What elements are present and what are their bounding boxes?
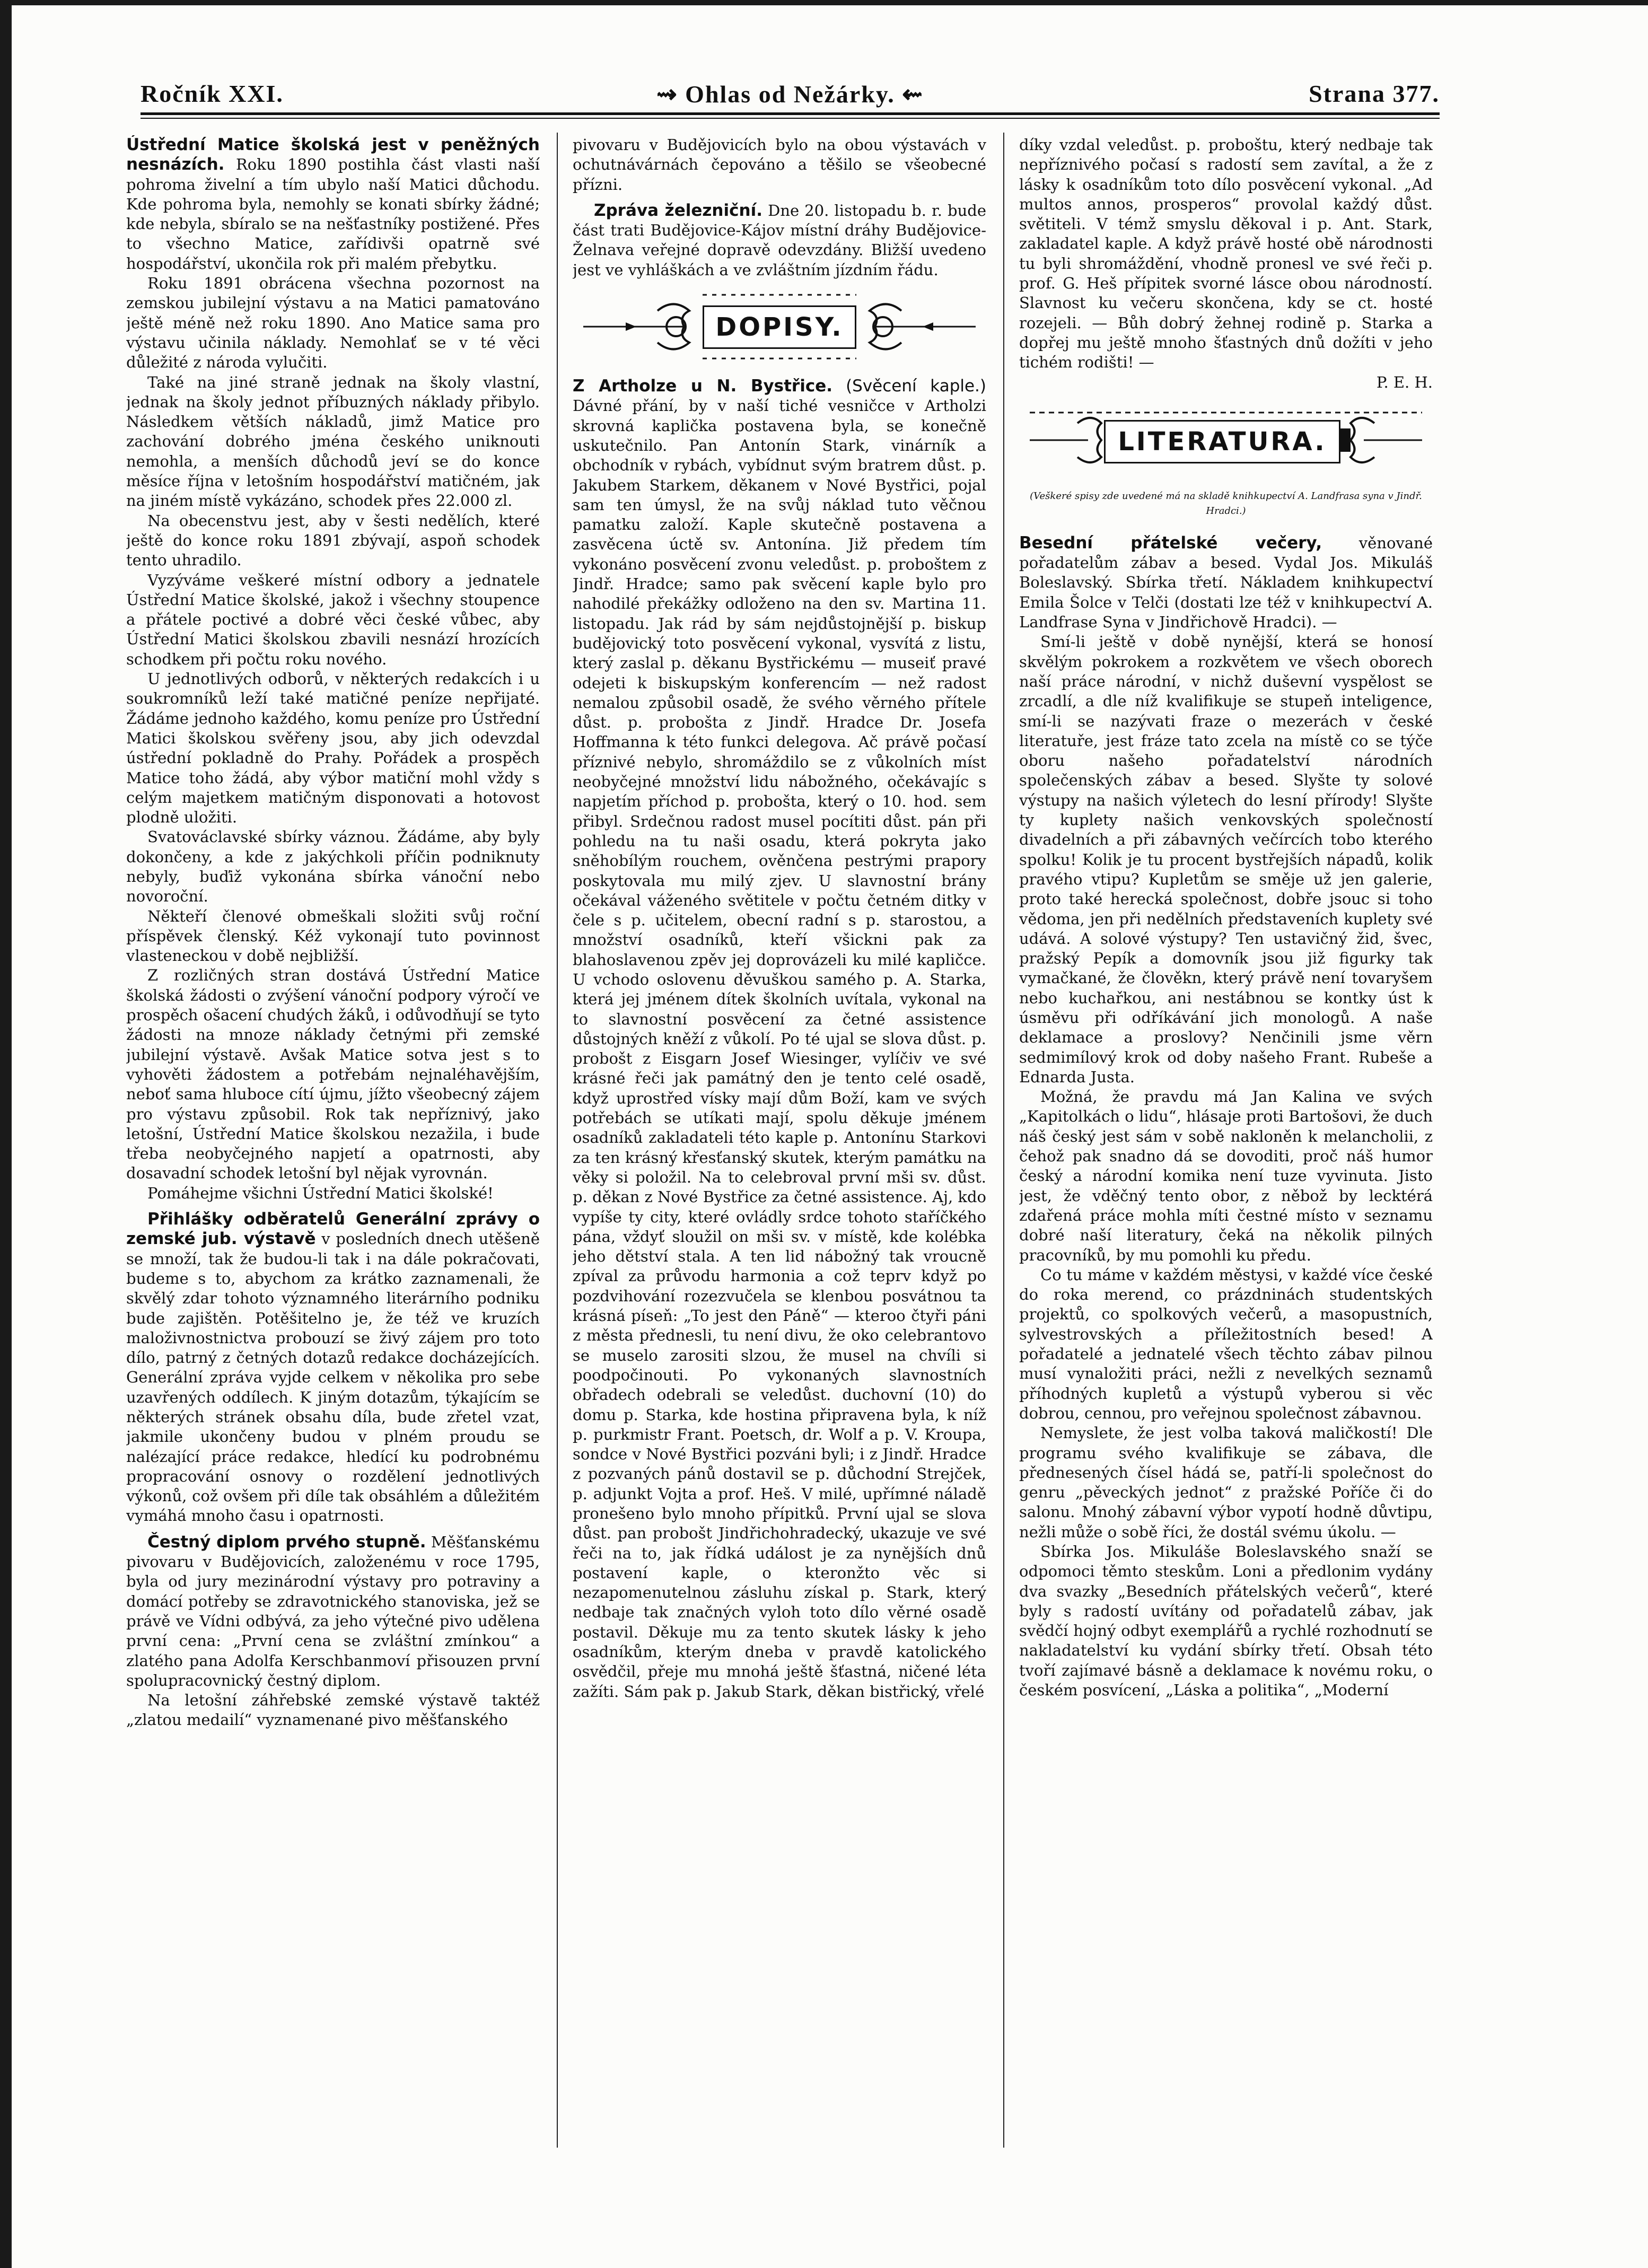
article-headline: Zpráva železniční. (594, 200, 762, 220)
article-paragraph: Roku 1891 obrácena všechna pozornost na zemskou jubilejní výstavu a na Matici pamatováno ještě méně než roku 1890. Ano Matice sama pro výstavu učinila náklady. Nemohlať se v té věci důležité z národa vylučiti. (126, 274, 540, 372)
volume-label: Ročník XXI. (141, 80, 284, 107)
article-paragraph: U jednotlivých odborů, v některých redakcích i u soukromníků leží také matičné peníze nepřijaté. Žádáme jednoho každého, komu peníze pro Ústřední Matici školskou svěřeny jsou, aby jich odevzdal ústřední pokladně do Prahy. Pořádek a prospěch Matice toho žádá, aby výbor matiční mohl vždy s celým majetkem matičným disponovati a hotovost plodně uložiti. (126, 670, 540, 827)
article-paragraph: Svatováclavské sbírky váznou. Žádáme, aby byly dokončeny, a kde z jakýchkoli příčin podniknuty nebyly, buďiž vykonána sbírka vánoční nebo novoroční. (126, 828, 540, 906)
article-paragraph: Z Artholze u N. Bystřice. (Svěcení kaple.) Dávné přání, by v naší tiché vesničce v Artholzi skrovná kaplička postavena byla, se konečně uskutečnilo. Pan Antonín Stark, vinárník a obchodník v rybách, vybídnut svým bratrem důst. p. Jakubem Starkem, děkanem v Nové Bystřici, pojal sam ten úmysl, že na svůj náklad tuto věčnou pamatku založí. Kaple skutečně postavena a zasvěcena úctě sv. Antonína. Již předem tím vykonáno posvěcení zvonu veledůst. p. proboštem z Jindř. Hradce; samo pak svěcení kaple bylo pro nahodilé překážky odloženo na den sv. Martina 11. listopadu. Jak rád by sám nejdůstojnější p. biskup budějovický toto posvěcení vykonal, vysvítá z listu, který zaslal p. děkanu Bystřickému — museiť pravé odejeti k biskupským konferencím — než radost nemalou způsobil osadě, že svého věrného přítele důst. p. probošta z Jindř. Hradce Dr. Josefa Hoffmanna k této funkci delegova. Ač právě počasí příznivé nebylo, shromáždilo se z vůkolních míst neobyčejné množství lidu nábožného, očekávajíc s napjetím příchod p. probošta, který o 10. hod. sem přibyl. Srdečnou radost musel pocítiti důst. pán při pohledu na tu naši osadu, která pokryta jako sněhobílým rouchem, ověnčena pestrými prapory poskytovala mu milý zjev. U slavnostní brány očekával váženého světitele v počtu četném ditky v čele s p. učitelem, obecní radní s p. starostou, a množství osadníků, kteří všickni pak za blahoslavenou zpěv jej doprovázeli ku milé kapličce. U vchodo oslovenu děvuškou samého p. A. Starka, která jej jménem dítek školních uvítala, vykonal na to slavnostní posvěcení za četné assistence důstojných kněží z vůkolí. Po té ujal se slova důst. p. probošt z Eisgarn Josef Wiesinger, vylíčiv ve své krásné řeči jak památný den je tento celé osadě, když uprostřed vísky mají dům Boží, kam ve svých potřebách se utíkati mají, spolu děkuje jménem osadníků zakladateli této kaple p. Antonínu Starkovi za ten krásný křesťanský skutek, kterým památku na věky si položil. Na to celebroval první mši sv. důst. p. děkan z Nové Bystřice za četné assistence. Aj, kdo vypíše ty city, které ovládly srdce tohoto staříčkého pána, vždyť sloužil on mši sv. v místě, kde kolébka jeho dětství stala. A ten lid nábožný tak vroucně zpíval za průvodu harmonia a což teprv když po pozdvihování rozezvučela se klenbou posvátnou ta krásná píseň: „To jest den Páně“ — kteroo čtyři páni z města přednesli, tu není divu, že oko celebrantovo se muselo zarositi slzou, že musel na chvíli si poodpočinouti. Po vykonaných slavnostních obřadech odebrali se veledůst. duchovní (10) do domu p. Starka, kde hostina připravena byla, k níž p. purkmistr Frant. Poetsch, dr. Wolf a p. V. Kroupa, sondce v Nové Bystřici pozváni byli; i z Jindř. Hradce z pozvaných pánů dostavil se p. důchodní Strejček, p. adjunkt Vojta a prof. Heš. V milé, upřímné náladě pronešeno bylo mnoho přípitků. První ujal se slova důst. pan probošt Jindřichohradecký, ukazuje ve své řeči na to, jak řídká událost je za nynějších dnů postavení kaple, o kteronžto věc si nezapomenutelnou zásluhu získal p. Stark, který nedbaje tak značných vyloh toto dílo věrné osadě postavil. Děkuje mu za tento skutek lásky k jeho osadníkům, kterým dneba v pravdě katolického osvědčil, přeje mu mnohá ještě šťastná, ničené léta zažíti. Sám pak p. Jakub Stark, děkan bistřický, vřelé (573, 376, 986, 1701)
scan-edge-left (0, 0, 12, 2268)
column-divider (557, 133, 558, 2148)
column-3 (1019, 135, 1433, 2177)
column-1 (126, 135, 540, 2177)
article-paragraph: Také na jiné straně jednak na školy vlastní, jednak na školy jednot příbuzných náklady přibylo. Následkem větších nákladů, jimž Matice pro zachování dobrého jména českého uniknouti nemohla, a menších důchodů jeví se do konce měsíce října v letošním hospodářství matičném, jak na jiném místě vykázáno, schodek přes 22.000 zl. (126, 373, 540, 510)
bookseller-note: (Veškeré spisy zde uvedené má na skladě knihkupectví A. Landfrasa syna v Jindř. Hradci.) (1030, 490, 1422, 516)
column-divider (1003, 133, 1004, 2148)
page-header (141, 80, 1440, 117)
article-paragraph: pivovaru v Budějovicích bylo na obou výstavách v ochutnávárnách čepováno a těšilo se všeobecné přízni. (573, 136, 986, 194)
article-paragraph: Co tu máme v každém městysi, v každé více české do roka merend, co prázdninách studentských projektů, co spolkových večerů, a masopustních, sylvestrovských a příležitostních besed! A pořadatelé a jednatelé všech těchto zábav pilnou musí vynaložiti práci, nežli z nevelkých seznamů příhodných kupletů a výstupů vyberou si věc dobrou, cennou, pro veřejnou společnost zábavnou. (1019, 1265, 1433, 1422)
article-paragraph: díky vzdal veledůst. p. proboštu, který nedbaje tak nepříznivého počasí s radostí sem zavítal, a že z lásky k osadníkům toto dílo posvěcení vykonal. „Ad multos annos, prosperos“ provolal každý důst. světiteli. V témž smyslu děkoval i p. Ant. Stark, zakladatel kaple. A když právě hosté obě národnosti tu byli shromáždění, vhodně pronesl ve své řeči p. prof. G. Heš přípitek svorné lásce obou národností. Slavnost ku večeru skončena, kdy se ct. hosté rozejeli. — Bůh dobrý žehnej rodině p. Starka a dopřej mu ještě mnoho šťastných dnů dožíti v jeho tichém rodišti! — (1019, 136, 1433, 372)
article-headline: Čestný diplom prvého stupně. (147, 1532, 426, 1552)
article-paragraph: Besední přátelské večery, věnované pořadatelům zábav a besed. Vydal Jos. Mikuláš Boleslavský. Sbírka třetí. Nákladem knihkupectví Emila Šolce v Telči (dostati lze též v knihkupectví A. Landfrase Syna v Jindřichově Hradci). — (1019, 533, 1433, 632)
section-title-literatura: LITERATURA. (1104, 420, 1340, 463)
scan-edge-top (0, 0, 1648, 5)
page-number: Strana 377. (1309, 80, 1440, 107)
article-headline: Besední přátelské večery, (1019, 533, 1322, 553)
article-paragraph: Z rozličných stran dostává Ústřední Matice školská žádosti o zvýšení vánoční podpory výročí ve prospěch ošacení chudých žáků, i odůvodňují se tyto žádosti na mnoze náklady četnými při zemské jubilejní výstavě. Avšak Matice sotva jest s to vyhověti žádostem a potřebám nejnaléhavějším, neboť sama hluboce cítí újmu, jížto všeobecný zájem pro výstavu způsobil. Rok tak nepříznivý, jako letošní, Ústřední Matice školskou nezažila, i bude třeba neobyčejného napjetí a opatrnosti, aby dosavadní schodek letošní byl nějak vyrovnán. (126, 966, 540, 1183)
section-title-dopisy: DOPISY. (703, 305, 856, 349)
article-subtitle: (Svěcení kaple.) (846, 376, 986, 396)
article-paragraph: Někteří členové obmeškali složiti svůj roční příspěvek členský. Kéž vykonají tuto povinnost vlasteneckou v době nejbližší. (126, 907, 540, 965)
article-headline: Ústřední Matice školská jest v peněžných nesnázích. (126, 135, 540, 174)
masthead-title: ⇝ Ohlas od Nežárky. ⇜ (656, 81, 924, 108)
article-headline: Přihlášky odběratelů Generální zprávy o zemské jub. výstavě (126, 1210, 540, 1249)
article-paragraph: Přihlášky odběratelů Generální zprávy o zemské jub. výstavě v posledních dnech utěšeně se množí, tak že budou-li tak i na dále pokračovati, budeme s to, abychom za krátko zaznamenali, že skvělý zdar tohoto významného literárního podniku bude zajištěn. Potěšitelno je, že též ve kruzích maloživnostnictva probouzí se živý zájem pro toto dílo, patrný z četných dotazů redakce docházejících. Generální zpráva vyjde celkem v několika pro sebe uzavřených oddílech. K jiným dotazům, týkajícím se některých stránek obsahu díla, bude zřetel vzat, jakmile ukončeny budou v plném proudu se nalézající práce redakce, hledící ku podrobnému propracování osnovy o rozdělení jednotlivých výkonů, což ovšem při díle tak obsáhlém a důležitém vymáhá mnoho času i opatrnosti. (126, 1210, 540, 1525)
article-paragraph: Sbírka Jos. Mikuláše Boleslavského snaží se odpomoci těmto steskům. Loni a předlonim vydány dva svazky „Besedních přátelských večerů“, které byly s radostí uvítány od pořadatelů zábav, jak svědčí hojný odbyt exemplářů a rychlé rozhodnutí se nakladatelství ku vydání sbírky třetí. Obsah této tvoří zajímavé básně a deklamace k novému roku, o českém posvícení, „Láska a politika“, „Moderní (1019, 1543, 1433, 1700)
article-headline: Z Artholze u N. Bystřice. (573, 376, 833, 396)
article-paragraph: Ústřední Matice školská jest v peněžných nesnázích. Roku 1890 postihla část vlasti naší pohroma živelní a tím ubylo naší Matici důchodu. Kde pohroma byla, nemohly se konati sbírky žádné; kde nebyla, sbíralo se na nešťastníky postižené. Přes to všechno Matice, zařídivši opatrně své hospodářství, ukončila rok při malém přebytku. (126, 135, 540, 273)
article-paragraph: Nemyslete, že jest volba taková maličkostí! Dle programu svého kvalifikuje se zábava, dle přednesených čísel hádá se, patří-li společnost do genru „pěveckých jednot“ z pražské Poříče či do salonu. Mnohý zábavní výbor vypotí hodně důvtipu, nežli může o sobě říci, že dostál svému úkolu. — (1019, 1424, 1433, 1541)
article-paragraph: Vyzýváme veškeré místní odbory a jednatele Ústřední Matice školské, jakož i všechny stoupence a přátele poctivé a dobré věci české vůbec, aby Ústřední Matici školskou zbavili nesnází hrozících schodkem při počtu roku nového. (126, 571, 540, 668)
column-2 (573, 135, 986, 2177)
article-paragraph: Pomáhejme všichni Ústřední Matici školské! (147, 1184, 494, 1202)
article-paragraph: Na obecenstvu jest, aby v šesti nedělích, které ještě do konce roku 1891 zbývají, aspoň schodek tento uhradilo. (126, 511, 540, 570)
section-ornament (573, 290, 986, 364)
header-rule (141, 112, 1440, 115)
article-paragraph: Čestný diplom prvého stupně. Měšťanskému pivovaru v Budějovicích, založenému v roce 1795, byla od jury mezinárodní výstavy pro potraviny a domácí potřeby se zdravotnického stanoviska, jež se právě ve Vídni odbývá, za jeho výtečné pivo udělena první cena: „První cena se zvláštní zmínkou“ a zlatého pana Adolfa Kerschbanmoví přisouzen první spolupracovnický čestný diplom. (126, 1532, 540, 1689)
article-paragraph: Na letošní záhřebské zemské výstavě taktéž „zlatou medailí“ vyznamenané pivo měšťanského (126, 1691, 540, 1729)
article-paragraph: Smí-li ještě v době nynější, která se honosí skvělým pokrokem a rozkvětem ve všech oborech naší práce národní, v nichž duševní vyspělost se zrcadlí, a dle níž kvalifikuje se stupeň inteligence, smí-li se nazývati fraze o mezerách v české literatuře, jest fráze tato zcela na místě co se týče oboru našeho pořadatelství národních společenských zábav a besed. Slyšte ty solové výstupy na našich výletech do lesní přírody! Slyšte ty kuplety našich venkovských společností divadelních a při zábavných večírcích tobo kterého spolku! Kolik je tu procent bystřejších nápadů, kolik pravého vtipu? Kupletům se směje už jen galerie, proto také herecká společnost, dobře jsouc si toho vědoma, jen při nedělních představeních kuplety své udává. A solové výstupy? Ten ustavičný žid, švec, pražský Pepík a domovník jsou již figurky tak vymačkané, že člověkn, který právě není tovaryšem nebo kuchařkou, ani nestábnou se kontky úst k úsměvu při odříkávání jich monologů. A naše deklamace a proslovy? Nenčinili jsme věrn sedmimílový krok od doby našeho Frant. Rubeše a Ednarda Justa. (1019, 633, 1433, 1086)
header-rule-thin (141, 118, 1440, 119)
article-paragraph: Zpráva železniční. Dne 20. listopadu b. r. bude část trati Budějovice-Kájov místní dráhy Budějovice-Želnava veřejné dopravě odevzdány. Bližší uvedeno jest ve vyhláškách a ve zvláštním jízdním řádu. (573, 200, 986, 279)
article-signature: P. E. H. (1376, 373, 1433, 391)
article-paragraph: Možná, že pravdu má Jan Kalina ve svých „Kapitolkách o lidu“, hlásaje proti Bartošovi, že duch náš český jest sám v sobě nakloněn k melancholii, z čehož pak snadno dá se dovoditi, proč náš humor český a národní komika není tuze vyvinuta. Jisto jest, že vděčný tento obor, z něbož by lecktérá zdařená práce mohla míti čestné místo v seznamu dobré naší literatury, čeká na několik pilných pracovníků, by mu pomohli ku předu. (1019, 1088, 1433, 1264)
section-ornament (1019, 402, 1433, 476)
